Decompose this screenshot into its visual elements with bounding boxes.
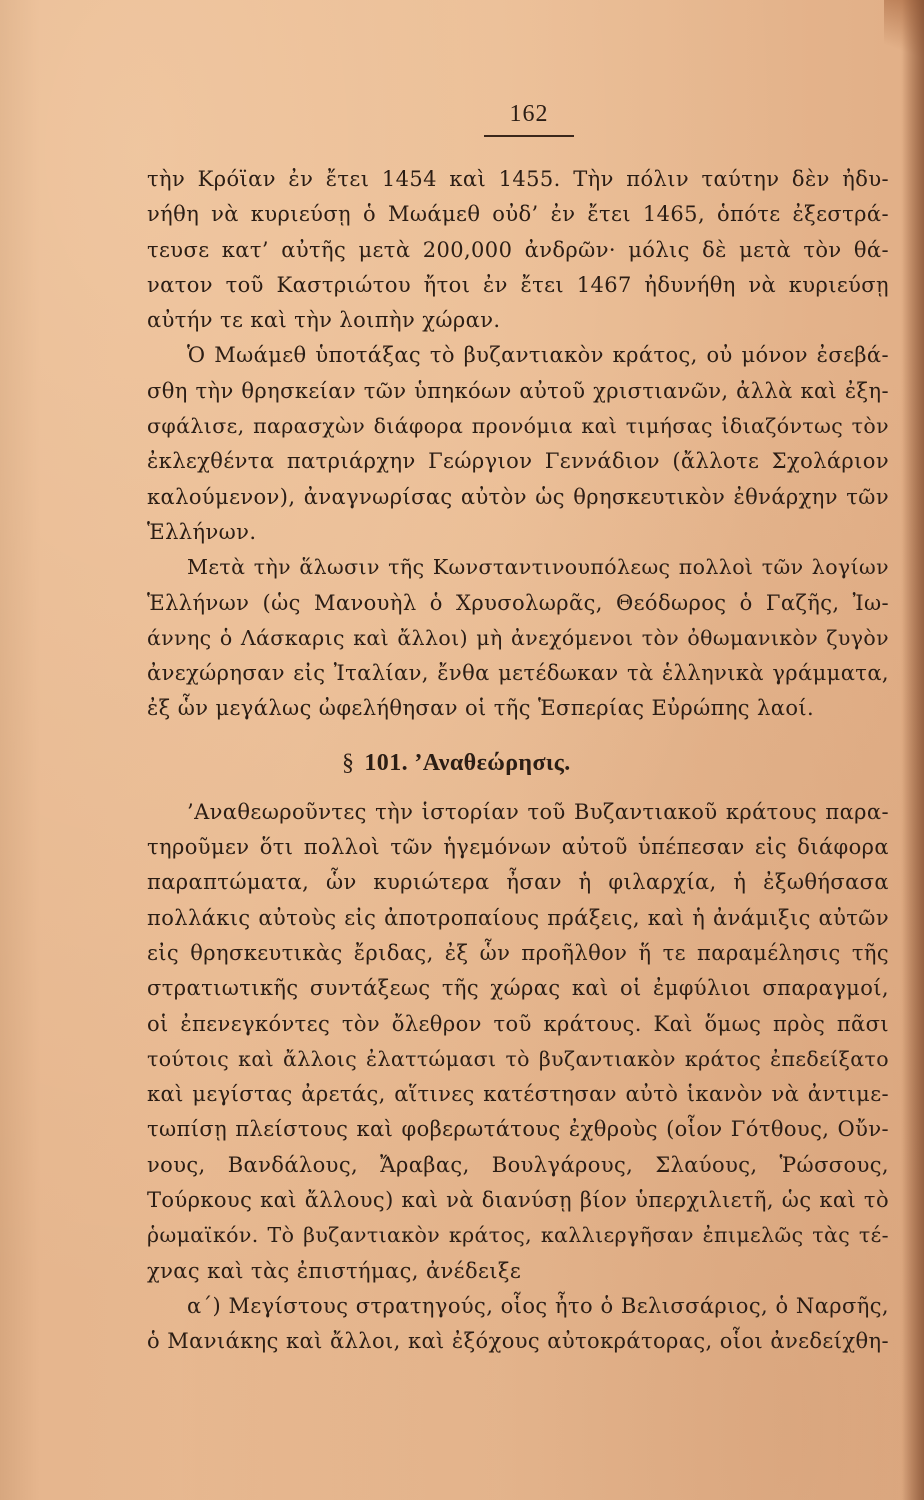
text-line: τηροῦμεν ὅτι πολλοὶ τῶν ἡγεμόνων αὐτοῦ ὑπέπεσαν εἰς διάφορα — [147, 835, 889, 860]
text-line: τὴν Κρόϊαν ἐν ἔτει 1454 καὶ 1455. Τὴν πόλιν ταύτην δὲν ἠδυ- — [147, 167, 889, 191]
page-number-rule — [484, 135, 574, 137]
text-line: Ἑλλήνων (ὡς Μανουὴλ ὁ Χρυσολωρᾶς, Θεόδωρος ὁ Γαζῆς, Ἰω- — [147, 590, 889, 615]
page-number: 162 — [509, 101, 549, 127]
text-line: ’Αναθεωροῦντες τὴν ἱστορίαν τοῦ Βυζαντιακοῦ κράτους παρα- — [187, 799, 889, 824]
text-line: Τούρκους καὶ ἄλλους) καὶ νὰ διανύσῃ βίον ὑπερχιλιετῆ, ὡς καὶ τὸ — [147, 1188, 889, 1213]
section-title: 101. ’Αναθεώρησις. — [364, 749, 571, 776]
text-line: χνας καὶ τὰς ἐπιστήμας, ἀνέδειξε — [147, 1258, 522, 1283]
text-line: παραπτώματα, ὧν κυριώτερα ἦσαν ἡ φιλαρχία, ἡ ἐξωθήσασα — [147, 870, 889, 895]
text-line: τούτοις καὶ ἄλλοις ἐλαττώμασι τὸ βυζαντιακὸν κράτος ἐπεδείξατο — [147, 1046, 889, 1071]
text-line: πολλάκις αὐτοὺς εἰς ἀποτροπαίους πράξεις, καὶ ἡ ἀνάμιξις αὐτῶν — [147, 905, 889, 930]
text-line: οἱ ἐπενεγκόντες τὸν ὄλεθρον τοῦ κράτους. Καὶ ὅμως πρὸς πᾶσι — [147, 1011, 889, 1036]
text-line: ὁ Μανιάκης καὶ ἄλλοι, καὶ ἐξόχους αὐτοκράτορας, οἷοι ἀνεδείχθη- — [147, 1329, 889, 1354]
text-line: νήθη νὰ κυριεύσῃ ὁ Μωάμεθ οὐδ’ ἐν ἔτει 1465, ὁπότε ἐξεστρά- — [147, 202, 889, 227]
text-line: άννης ὁ Λάσκαρις καὶ ἄλλοι) μὴ ἀνεχόμενοι τὸν ὀθωμανικὸν ζυγὸν — [147, 625, 889, 650]
text-line: αὐτήν τε καὶ τὴν λοιπὴν χώραν. — [147, 308, 501, 333]
text-line: νατον τοῦ Καστριώτου ἤτοι ἐν ἔτει 1467 ἠδυνήθη νὰ κυριεύσῃ — [147, 272, 889, 297]
text-line: καλούμενον), ἀναγνωρίσας αὐτὸν ὡς θρησκευτικὸν ἐθνάρχην τῶν — [147, 484, 889, 509]
text-line: σφάλισε, παρασχὼν διάφορα προνόμια καὶ τιμήσας ἰδιαζόντως τὸν — [147, 414, 889, 439]
page-edge-shadow — [902, 0, 924, 1500]
text-line: ἀνεχώρησαν εἰς Ἰταλίαν, ἔνθα μετέδωκαν τὰ ἑλληνικὰ γράμματα, — [147, 661, 889, 686]
text-line: τευσε κατ’ αὐτῆς μετὰ 200,000 ἀνδρῶν· μόλις δὲ μετὰ τὸν θά- — [147, 237, 889, 262]
text-line: σθη τὴν θρησκείαν τῶν ὑπηκόων αὐτοῦ χριστιανῶν, ἀλλὰ καὶ ἐξη- — [147, 378, 889, 403]
text-line: α΄) Μεγίστους στρατηγούς, οἷος ἦτο ὁ Βελισσάριος, ὁ Ναρσῆς, — [187, 1293, 889, 1318]
text-line: Μετὰ τὴν ἅλωσιν τῆς Κωνσταντινουπόλεως πολλοὶ τῶν λογίων — [187, 555, 889, 580]
text-line: ἐξ ὧν μεγάλως ὠφελήθησαν οἱ τῆς Ἑσπερίας Εὐρώπης λαοί. — [147, 696, 815, 721]
body-text — [147, 162, 889, 1360]
section-heading — [147, 731, 889, 795]
section-symbol: § — [342, 749, 355, 776]
text-line: καὶ μεγίστας ἀρετάς, αἵτινες κατέστησαν αὐτὸ ἱκανὸν νὰ ἀντιμε- — [147, 1082, 889, 1107]
text-line: νους, Βανδάλους, Ἄραβας, Βουλγάρους, Σλαύους, Ῥώσσους, — [147, 1152, 889, 1177]
text-line: εἰς θρησκευτικὰς ἔριδας, ἐξ ὧν προῆλθον ἥ τε παραμέλησις τῆς — [147, 940, 889, 965]
text-line: στρατιωτικῆς συντάξεως τῆς χώρας καὶ οἱ ἐμφύλιοι σπαραγμοί, — [147, 976, 889, 1001]
text-line: ῥωμαϊκόν. Τὸ βυζαντιακὸν κράτος, καλλιεργῆσαν ἐπιμελῶς τὰς τέ- — [147, 1223, 889, 1248]
text-line: Ὁ Μωάμεθ ὑποτάξας τὸ βυζαντιακὸν κράτος, οὐ μόνον ἐσεβά- — [187, 343, 889, 368]
text-line: τωπίσῃ πλείστους καὶ φοβερωτάτους ἐχθροὺς (οἷον Γότθους, Οὔν- — [147, 1117, 889, 1142]
text-line: ἐκλεχθέντα πατριάρχην Γεώργιον Γεννάδιον (ἄλλοτε Σχολάριον — [147, 449, 889, 474]
text-line: Ἑλλήνων. — [147, 519, 257, 544]
